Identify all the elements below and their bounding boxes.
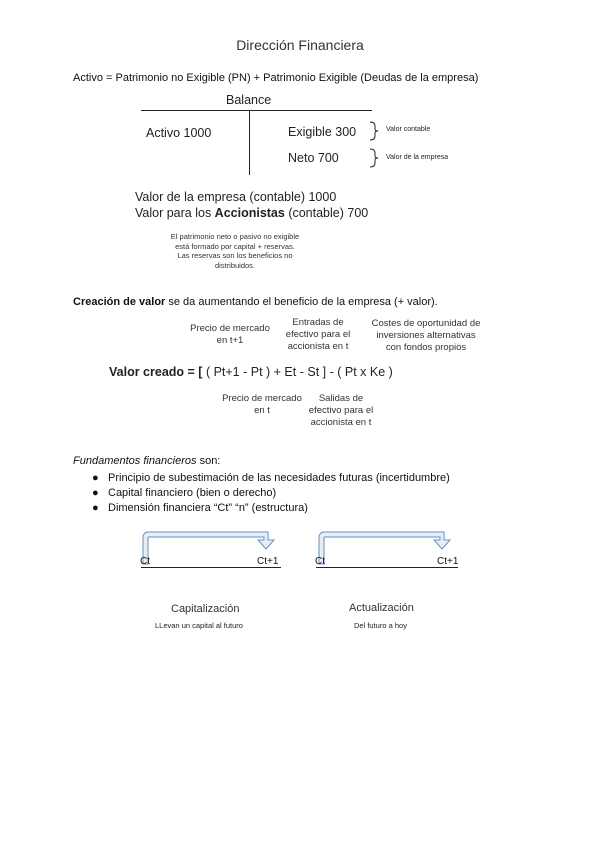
page-title: Dirección Financiera xyxy=(236,37,364,53)
capitalizacion-baseline xyxy=(141,567,281,568)
valor-contable-label: Valor contable xyxy=(386,126,431,133)
brace-neto xyxy=(369,148,379,168)
list-item: ● Capital financiero (bien o derecho) xyxy=(92,487,277,499)
balance-equation: Activo = Patrimonio no Exigible (PN) + Patrimonio Exigible (Deudas de la empresa) xyxy=(73,72,479,84)
balance-activo: Activo 1000 xyxy=(146,126,212,140)
fundamentos-heading: Fundamentos financieros son: xyxy=(73,455,221,467)
actualizacion-end: Ct+1 xyxy=(437,556,459,567)
actualizacion-arrow xyxy=(314,528,454,568)
balance-divider xyxy=(249,110,250,175)
fundamentos-list xyxy=(92,471,450,516)
valor-empresa-label: Valor de la empresa xyxy=(386,154,449,161)
label-precio-mercado-t1: Precio de mercado en t+1 xyxy=(190,323,270,346)
actualizacion-start: Ct xyxy=(315,556,325,567)
label-entradas: Entradas de efectivo para el accionista en t xyxy=(285,317,351,352)
capitalizacion-title: Capitalización xyxy=(171,603,240,615)
valor-accionistas-line: Valor para los Accionistas (contable) 700 xyxy=(135,206,369,220)
patrimonio-note: El patrimonio neto o pasivo no exigible está formado por capital + reservas. Las reservas son los beneficios no distribuidos. xyxy=(170,232,300,270)
balance-neto: Neto 700 xyxy=(288,151,339,165)
list-item: ● Dimensión financiera “Ct” “n” (estructura) xyxy=(92,502,308,514)
label-costes: Costes de oportunidad de inversiones alternativas con fondos propios xyxy=(371,318,481,353)
creacion-valor-paragraph: Creación de valor se da aumentando el beneficio de la empresa (+ valor). xyxy=(73,296,438,308)
balance-top-line xyxy=(141,110,372,111)
brace-exigible xyxy=(369,121,379,141)
actualizacion-baseline xyxy=(316,567,458,568)
capitalizacion-end: Ct+1 xyxy=(257,556,279,567)
valor-creado-formula: Valor creado = [ ( Pt+1 - Pt ) + Et - St ] - ( Pt x Ke ) xyxy=(109,365,393,379)
valor-empresa-line: Valor de la empresa (contable) 1000 xyxy=(135,190,337,204)
balance-exigible: Exigible 300 xyxy=(288,125,357,139)
list-item: ● Principio de subestimación de las necesidades futuras (incertidumbre) xyxy=(92,472,450,484)
actualizacion-title: Actualización xyxy=(349,602,414,614)
label-precio-mercado-t: Precio de mercado en t xyxy=(222,393,302,416)
label-salidas: Salidas de efectivo para el accionista en t xyxy=(308,393,374,428)
capitalizacion-start: Ct xyxy=(140,556,150,567)
actualizacion-caption: Del futuro a hoy xyxy=(354,621,407,630)
balance-heading: Balance xyxy=(226,93,272,107)
capitalizacion-caption: LLevan un capital al futuro xyxy=(155,621,243,630)
